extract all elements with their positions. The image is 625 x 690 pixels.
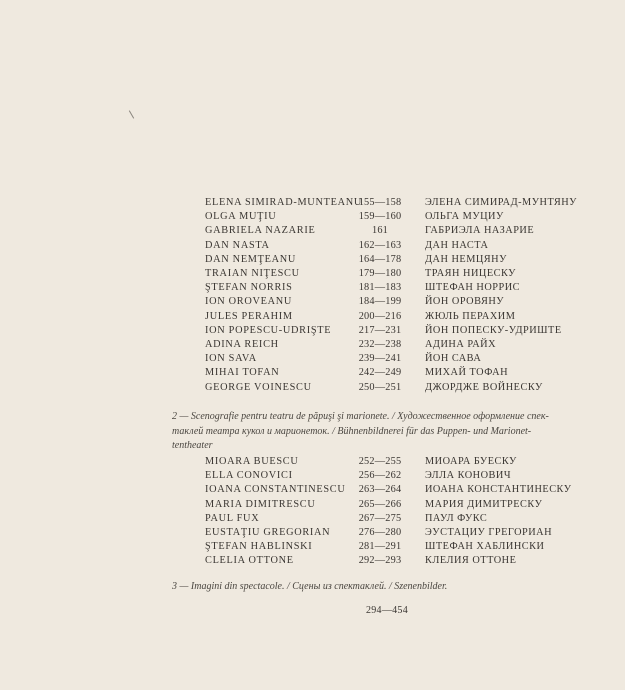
section-2-heading-line-2: таклей театра кукол и марионеток. / Bühnenbildnerei für das Puppen- und Marionet- <box>172 425 532 437</box>
artist-name-latin: MARIA DIMITRESCU <box>205 498 316 510</box>
artist-row <box>0 470 625 485</box>
artist-name-cyrillic: МИОАРА БУЕСКУ <box>425 456 517 467</box>
artist-name-latin: CLELIA OTTONE <box>205 555 294 567</box>
artist-name-latin: GABRIELA NAZARIE <box>205 225 316 237</box>
page-range: 161 <box>371 225 389 237</box>
artist-name-cyrillic: ОЛЬГА МУЦИУ <box>425 211 504 223</box>
page-range: 159—160 <box>358 211 402 223</box>
artist-name-latin: TRAIAN NIŢESCU <box>205 268 300 279</box>
page-range: 292—293 <box>358 555 402 567</box>
artist-name-cyrillic: ИОАНА КОНСТАНТИНЕСКУ <box>425 484 572 496</box>
artist-name-cyrillic: ДЖОРДЖЕ ВОЙНЕСКУ <box>425 381 543 393</box>
artist-row <box>0 211 625 226</box>
artist-name-latin: ELLA CONOVICI <box>205 470 293 482</box>
artist-row <box>0 382 625 397</box>
artist-row <box>0 240 625 255</box>
artist-row <box>0 353 625 368</box>
page-range: 250—251 <box>358 381 402 393</box>
artist-row <box>0 484 625 499</box>
artist-name-latin: ION POPESCU-UDRIŞTE <box>205 324 332 336</box>
artist-row <box>0 541 625 556</box>
section-3-heading: 3 — Imagini din spectacole. / Сцены из спектаклей. / Szenenbilder. <box>172 581 448 592</box>
artist-name-latin: PAUL FUX <box>205 512 260 524</box>
artist-name-latin: DAN NEMŢEANU <box>205 253 297 265</box>
artist-row <box>0 367 625 382</box>
artist-name-cyrillic: ШТЕФАН НОРРИС <box>425 282 521 294</box>
artist-row <box>0 197 625 212</box>
artist-name-latin: MIHAI TOFAN <box>205 367 280 379</box>
section-2-heading-line-1: 2 — Scenografie pentru teatru de păpuşi şi marionete. / Художественное оформление спек- <box>172 411 549 422</box>
artist-name-latin: ŞTEFAN NORRIS <box>205 282 293 294</box>
page-range: 162—163 <box>358 239 402 251</box>
artist-row <box>0 339 625 354</box>
artist-row <box>0 282 625 297</box>
artist-row <box>0 268 625 283</box>
section-2-heading-line-3: tentheater <box>172 440 213 451</box>
page-range: 164—178 <box>358 253 402 265</box>
artist-name-cyrillic: ДАН НАСТА <box>425 239 489 251</box>
artist-name-cyrillic: ШТЕФАН ХАБЛИНСКИ <box>425 541 545 553</box>
page-range: 155—158 <box>358 197 402 208</box>
page-range: 239—241 <box>358 353 402 365</box>
artist-row <box>0 254 625 269</box>
artist-row <box>0 513 625 528</box>
artist-name-cyrillic: ЖЮЛЬ ПЕРАХИМ <box>425 310 516 322</box>
artist-name-cyrillic: ЭУСТАЦИУ ГРЕГОРИАН <box>425 527 553 538</box>
page-range: 200—216 <box>358 310 402 322</box>
artist-row <box>0 527 625 542</box>
artist-name-latin: DAN NASTA <box>205 239 270 251</box>
page-range: 265—266 <box>358 498 402 510</box>
page-range: 263—264 <box>358 484 402 496</box>
page-range: 242—249 <box>358 367 402 379</box>
artist-name-cyrillic: МАРИЯ ДИМИТРЕСКУ <box>425 498 543 510</box>
page-range: 252—255 <box>358 456 402 467</box>
artist-row <box>0 296 625 311</box>
page-range: 267—275 <box>358 512 402 524</box>
artist-name-cyrillic: КЛЕЛИЯ ОТТОНЕ <box>425 555 517 567</box>
artist-name-cyrillic: ЭЛЕНА СИМИРАД-МУНТЯНУ <box>425 197 577 208</box>
page-range: 276—280 <box>358 527 402 538</box>
artist-name-latin: OLGA MUŢIU <box>205 211 277 223</box>
page-range: 181—183 <box>358 282 402 294</box>
artist-name-cyrillic: ЙОН САВА <box>425 353 482 365</box>
page-range: 184—199 <box>358 296 402 308</box>
artist-name-latin: ION SAVA <box>205 353 257 365</box>
artist-name-cyrillic: ТРАЯН НИЦЕСКУ <box>425 268 516 279</box>
artist-name-cyrillic: ЙОН ПОПЕСКУ-УДРИШТЕ <box>425 324 562 336</box>
page-range: 179—180 <box>358 268 402 279</box>
artist-row <box>0 555 625 570</box>
page-range: 256—262 <box>358 470 402 482</box>
artist-row <box>0 456 625 471</box>
artist-row <box>0 311 625 326</box>
page-range: 217—231 <box>358 324 402 336</box>
artist-name-latin: JULES PERAHIM <box>205 310 293 322</box>
section-2-heading <box>172 410 592 454</box>
page-range: 232—238 <box>358 339 402 350</box>
section-3-pages: 294—454 <box>365 605 409 616</box>
artist-name-cyrillic: ГАБРИЭЛА НАЗАРИЕ <box>425 225 535 237</box>
artist-row <box>0 325 625 340</box>
artist-name-cyrillic: ЙОН ОРОВЯНУ <box>425 296 505 308</box>
artist-name-latin: IOANA CONSTANTINESCU <box>205 484 346 496</box>
stray-mark <box>129 110 134 118</box>
artist-name-cyrillic: ЭЛЛА КОНОВИЧ <box>425 470 512 482</box>
artist-name-latin: ŞTEFAN HABLINSKI <box>205 541 313 553</box>
artist-name-latin: ELENA SIMIRAD-MUNTEANU <box>205 197 362 208</box>
artist-row <box>0 225 625 240</box>
artist-name-cyrillic: МИХАЙ ТОФАН <box>425 367 509 379</box>
artist-name-latin: ION OROVEANU <box>205 296 293 308</box>
artist-name-latin: ADINA REICH <box>205 339 279 350</box>
artist-row <box>0 499 625 514</box>
artist-name-cyrillic: ДАН НЕМЦЯНУ <box>425 253 507 265</box>
artist-name-latin: GEORGE VOINESCU <box>205 381 312 393</box>
artist-name-latin: EUSTAŢIU GREGORIAN <box>205 527 331 538</box>
artist-name-cyrillic: ПАУЛ ФУКС <box>425 512 488 524</box>
artist-name-cyrillic: АДИНА РАЙХ <box>425 339 497 350</box>
page-range: 281—291 <box>358 541 402 553</box>
artist-name-latin: MIOARA BUESCU <box>205 456 299 467</box>
